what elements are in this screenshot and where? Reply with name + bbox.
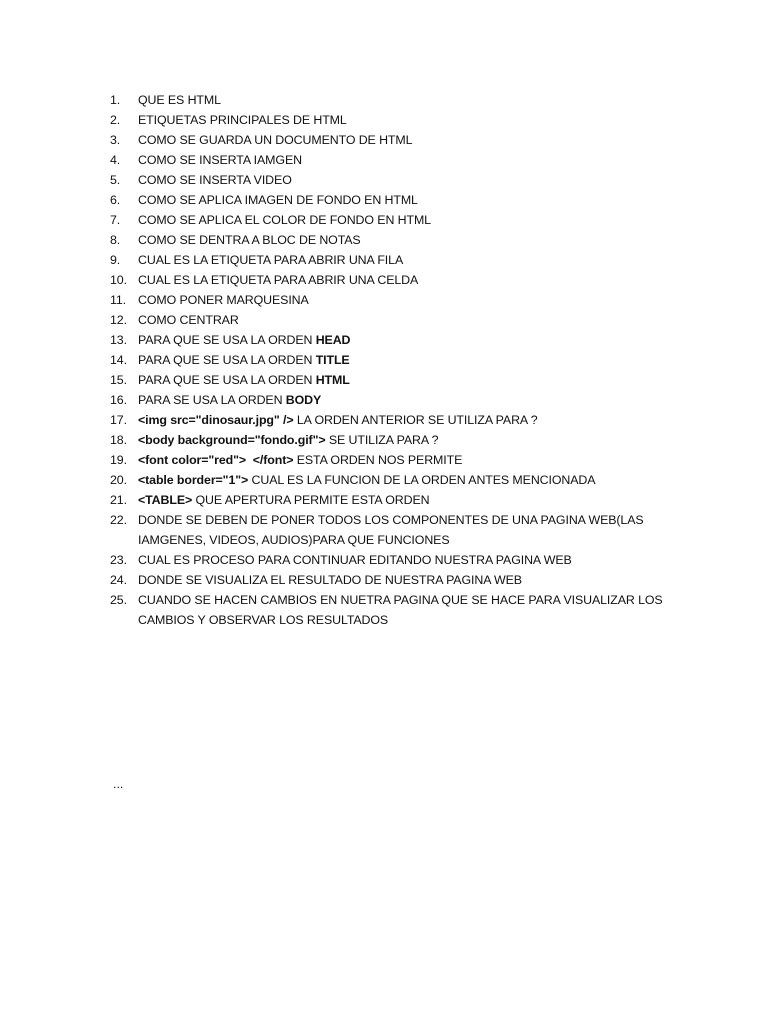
question-number: 3.	[110, 133, 121, 147]
question-number: 13.	[110, 333, 127, 347]
question-text	[138, 470, 670, 490]
question-text-bold: <img src="dinosaur.jpg" />	[138, 413, 294, 427]
question-text-segment: DONDE SE DEBEN DE PONER TODOS LOS COMPONENTES DE UNA PAGINA WEB(LAS IAMGENES, VIDEOS, AUDIOS)PARA QUE FUNCIONES	[138, 513, 647, 547]
question-item	[110, 370, 670, 390]
question-item	[110, 450, 670, 470]
question-number: 7.	[110, 213, 121, 227]
question-text	[138, 390, 670, 410]
question-number: 17.	[110, 413, 127, 427]
question-text-bold: HEAD	[315, 333, 351, 347]
question-text	[138, 550, 670, 570]
question-item	[110, 550, 670, 570]
question-list	[110, 90, 670, 630]
question-item	[110, 410, 670, 430]
question-text	[138, 130, 670, 150]
question-number: 11.	[110, 293, 127, 307]
question-item	[110, 510, 670, 550]
question-item	[110, 350, 670, 370]
question-item	[110, 110, 670, 130]
question-text-segment: CUAL ES LA ETIQUETA PARA ABRIR UNA FILA	[138, 253, 404, 267]
question-text	[138, 150, 670, 170]
question-item	[110, 330, 670, 350]
question-text-segment: COMO SE DENTRA A BLOC DE NOTAS	[138, 233, 361, 247]
question-number: 1.	[110, 93, 121, 107]
question-text-segment: PARA QUE SE USA LA ORDEN	[138, 373, 316, 387]
question-item	[110, 590, 670, 630]
question-text-bold: <TABLE>	[138, 493, 193, 507]
question-text	[138, 270, 670, 290]
question-text-segment: COMO SE GUARDA UN DOCUMENTO DE HTML	[138, 133, 413, 147]
question-number: 22.	[110, 513, 127, 527]
question-item	[110, 90, 670, 110]
question-text-segment: CUAL ES LA FUNCION DE LA ORDEN ANTES MENCIONADA	[248, 473, 596, 487]
question-text-bold: <table border="1">	[138, 473, 249, 487]
question-number: 10.	[110, 273, 127, 287]
question-text-bold: HTML	[315, 373, 350, 387]
question-text	[138, 310, 670, 330]
question-number: 8.	[110, 233, 121, 247]
question-text-bold: <body background="fondo.gif">	[138, 433, 326, 447]
question-text	[138, 350, 670, 370]
question-text-segment: COMO SE INSERTA VIDEO	[138, 173, 292, 187]
question-item	[110, 150, 670, 170]
question-item	[110, 470, 670, 490]
question-text	[138, 290, 670, 310]
question-item	[110, 170, 670, 190]
question-text-bold: BODY	[285, 393, 322, 407]
question-item	[110, 490, 670, 510]
question-number: 6.	[110, 193, 121, 207]
question-text-segment: CUANDO SE HACEN CAMBIOS EN NUETRA PAGINA QUE SE HACE PARA VISUALIZAR LOS CAMBIOS Y OBSERVAR LOS RESULTADOS	[138, 593, 666, 627]
question-text	[138, 370, 670, 390]
question-item	[110, 250, 670, 270]
question-text	[138, 510, 670, 550]
question-text-segment: LA ORDEN ANTERIOR SE UTILIZA PARA ?	[293, 413, 538, 427]
question-text-segment: PARA SE USA LA ORDEN	[138, 393, 286, 407]
question-text-bold: <font color="red"> </font>	[138, 453, 294, 467]
question-item	[110, 230, 670, 250]
question-text-segment: SE UTILIZA PARA ?	[325, 433, 439, 447]
continuation-ellipsis: ...	[113, 777, 124, 791]
question-number: 19.	[110, 453, 127, 467]
question-text	[138, 210, 670, 230]
question-text	[138, 490, 670, 510]
question-number: 12.	[110, 313, 127, 327]
question-item	[110, 390, 670, 410]
question-text-bold: TITLE	[315, 353, 350, 367]
question-text	[138, 190, 670, 210]
question-text	[138, 590, 670, 630]
question-number: 2.	[110, 113, 121, 127]
question-text	[138, 170, 670, 190]
question-text-segment: QUE ES HTML	[138, 93, 221, 107]
question-number: 18.	[110, 433, 127, 447]
question-text-segment: CUAL ES LA ETIQUETA PARA ABRIR UNA CELDA	[138, 273, 419, 287]
question-number: 21.	[110, 493, 127, 507]
question-number: 5.	[110, 173, 121, 187]
question-text	[138, 230, 670, 250]
question-item	[110, 570, 670, 590]
question-text	[138, 250, 670, 270]
question-item	[110, 210, 670, 230]
question-text	[138, 410, 670, 430]
question-number: 24.	[110, 573, 127, 587]
question-text	[138, 450, 670, 470]
question-item	[110, 310, 670, 330]
question-text-segment: PARA QUE SE USA LA ORDEN	[138, 333, 316, 347]
question-number: 4.	[110, 153, 121, 167]
question-text-segment: COMO SE APLICA EL COLOR DE FONDO EN HTML	[138, 213, 431, 227]
question-item	[110, 270, 670, 290]
question-number: 15.	[110, 373, 127, 387]
question-text-segment: QUE APERTURA PERMITE ESTA ORDEN	[192, 493, 430, 507]
question-text	[138, 110, 670, 130]
question-item	[110, 290, 670, 310]
question-item	[110, 130, 670, 150]
question-number: 25.	[110, 593, 127, 607]
question-number: 23.	[110, 553, 127, 567]
question-text-segment: DONDE SE VISUALIZA EL RESULTADO DE NUESTRA PAGINA WEB	[138, 573, 522, 587]
question-number: 14.	[110, 353, 127, 367]
question-text-segment: ESTA ORDEN NOS PERMITE	[293, 453, 463, 467]
question-item	[110, 190, 670, 210]
question-text	[138, 330, 670, 350]
question-text	[138, 570, 670, 590]
question-text	[138, 430, 670, 450]
question-text-segment: ETIQUETAS PRINCIPALES DE HTML	[138, 113, 347, 127]
question-text-segment: COMO SE INSERTA IAMGEN	[138, 153, 302, 167]
question-number: 20.	[110, 473, 127, 487]
question-number: 16.	[110, 393, 127, 407]
question-text-segment: COMO PONER MARQUESINA	[138, 293, 309, 307]
question-text-segment: COMO SE APLICA IMAGEN DE FONDO EN HTML	[138, 193, 418, 207]
question-text-segment: COMO CENTRAR	[138, 313, 239, 327]
question-number: 9.	[110, 253, 121, 267]
question-item	[110, 430, 670, 450]
question-text-segment: PARA QUE SE USA LA ORDEN	[138, 353, 316, 367]
question-text	[138, 90, 670, 110]
question-text-segment: CUAL ES PROCESO PARA CONTINUAR EDITANDO NUESTRA PAGINA WEB	[138, 553, 572, 567]
